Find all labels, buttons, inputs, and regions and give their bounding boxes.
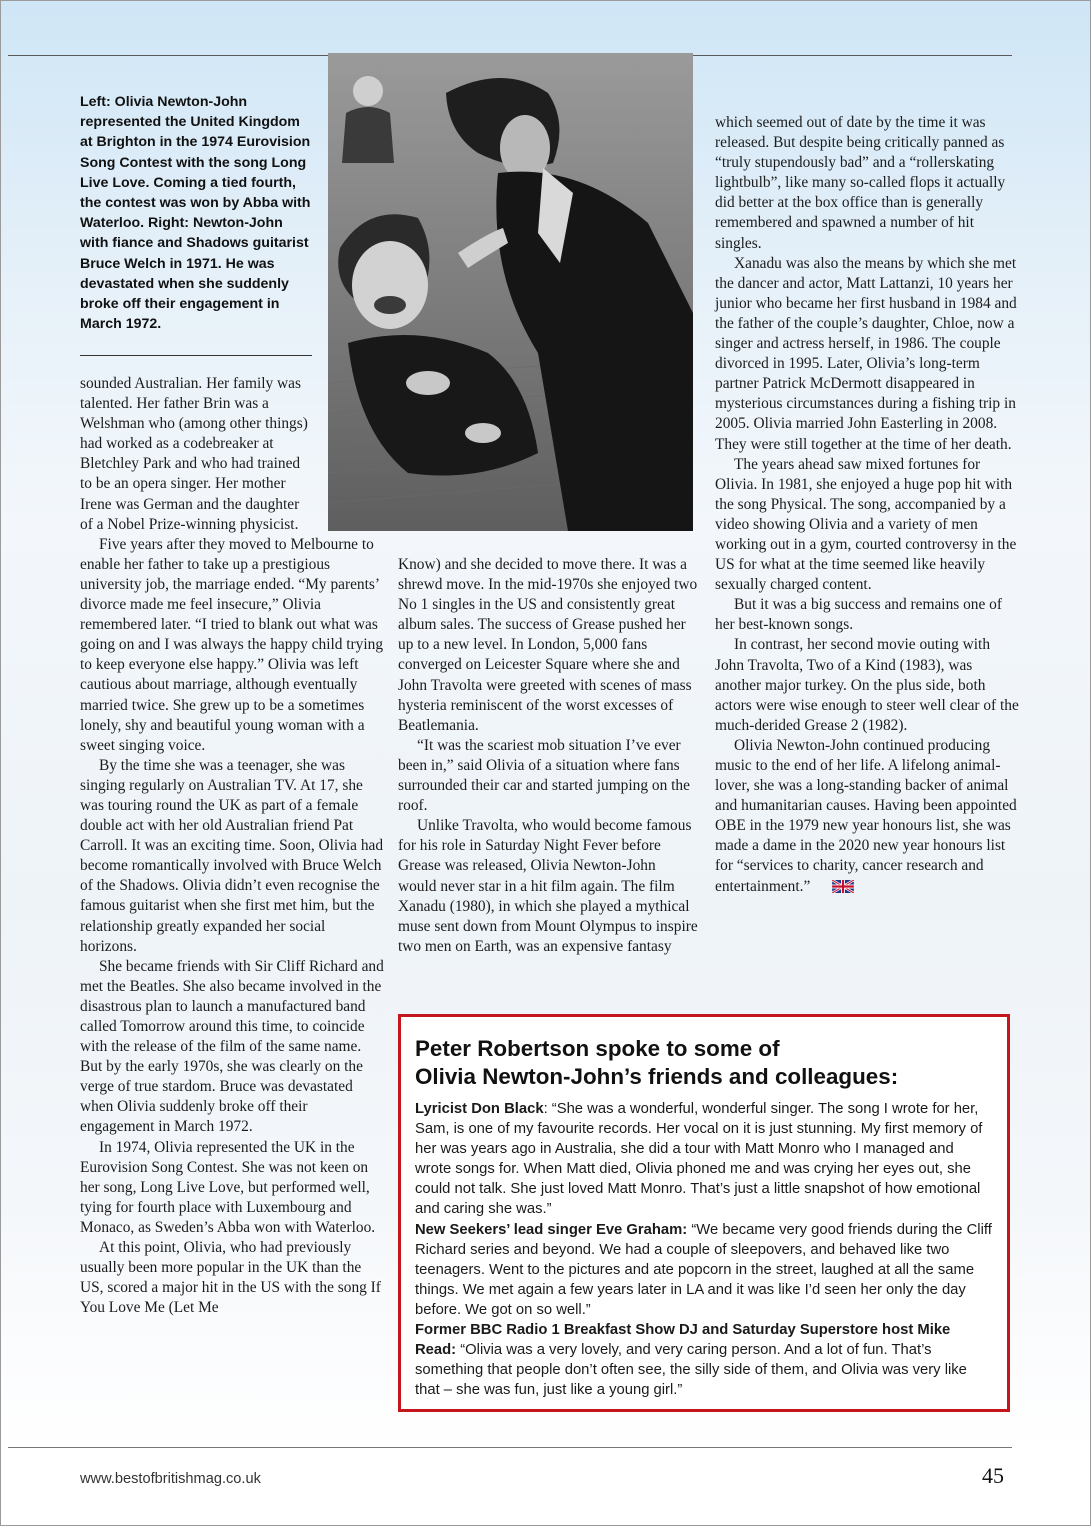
article-column-1 [80,374,385,1318]
quote-text: : “She was a wonderful, wonderful singer. The song I wrote for her, Sam, is one of my favourite records. Her vocal on it is just stunning. My first memory of her was years ago in Australia, she did a tour with Matt Monro who I managed and wrote songs for. When Matt died, Olivia phoned me and was crying her eyes out, she could not talk. She just loved Matt Monro. That’s just a little snapshot of how emotional and caring she was.” [415,1101,983,1218]
paragraph: She became friends with Sir Cliff Richard and met the Beatles. She also became involved in the disastrous plan to launch a manufactured band called Tomorrow around this time, to coincide with the release of the film of the same name. But by the early 1970s, she was clearly on the verge of true stardom. Bruce was devastated when Olivia suddenly broke off their engagement in March 1972. [80,957,384,1136]
union-jack-flag-icon [813,879,854,899]
quote-speaker: Lyricist Don Black [415,1101,544,1117]
paragraph: But it was a big success and remains one of her best-known songs. [715,596,1002,634]
article-column-2 [398,555,698,957]
paragraph: “It was the scariest mob situation I’ve ever been in,” said Olivia of a situation where fans surrounded their car and started jumping on the roof. [398,736,690,815]
last-paragraph [715,736,1020,899]
paragraph: In contrast, her second movie outing with John Travolta, Two of a Kind (1983), was another major turkey. On the plus side, both actors were wise enough to steer well clear of the much-derided Grease 2 (1982). [715,636,1019,734]
paragraph: which seemed out of date by the time it was released. But despite being critically panned as “truly stupendously bad” and a “rollerskating lightbulb”, like many so-called flops it actually did better at the box office than is generally remembered and spawned a number of hit singles. [715,114,1006,252]
paragraph: Xanadu was also the means by which she met the dancer and actor, Matt Lattanzi, 10 years her junior who became her first husband in 1984 and the father of the couple’s daughter, Chloe, now a singer and actress herself, in 1986. The couple divorced in 1995. Later, Olivia’s long-term partner Patrick McDermott disappeared in mysterious circumstances during a fishing trip in 2005. Olivia married John Easterling in 2008. They were still together at the time of her death. [715,254,1017,453]
photo-caption: Left: Olivia Newton-John represented the United Kingdom at Brighton in the 1974 Eurovision Song Contest with the song Long Live Love. Coming a tied fourth, the contest was won by Abba with Waterloo. Right: Newton-John with fiance and Shadows guitarist Bruce Welch in 1971. He was devastated when she suddenly broke off their engagement in March 1972. [80,94,311,333]
quote-text: “Olivia was a very lovely, and very caring person. And a lot of fun. That’s something that people don’t often see, the silly side of them, and Olivia was very like that – she was fun, just like a young girl.” [415,1342,967,1399]
article-column-3 [715,113,1020,899]
paragraph: Five years after they moved to Melbourne to enable her father to take up a prestigious university job, the marriage ended. “My parents’ divorce made me feel insecure,” Olivia remembered later. “I tried to blank out what was going on and I was always the happy child trying to keep everyone else happy.” Olivia was left cautious about marriage, although eventually married twice. She grew up to be a sometimes lonely, shy and beautiful young woman with a sweet singing voice. [80,535,384,754]
quote-speaker: Former BBC Radio 1 Breakfast Show DJ and Saturday Superstore host Mike Read: [415,1322,951,1359]
quote-item [415,1220,993,1320]
bottom-rule [8,1447,1012,1448]
caption-rule [80,355,312,356]
paragraph: Know) and she decided to move there. It was a shrewd move. In the mid-1970s she enjoyed two No 1 singles in the US and consistently great album sales. The success of Grease pushed her up to a new level. In London, 5,000 fans converged on Leicester Square where she and John Travolta were greeted with scenes of mass hysteria reminiscent of the worst excesses of Beatlemania. [398,556,698,734]
sidebar-title-line-2: Olivia Newton-John’s friends and colleagues: [415,1064,899,1089]
paragraph: By the time she was a teenager, she was singing regularly on Australian TV. At 17, she was touring round the UK as part of a female double act with her old Australian friend Pat Carroll. It was an exciting time. Soon, Olivia had become romantically involved with Bruce Welch of the Shadows. Olivia didn’t even recognise the famous guitarist when she first met him, but the relationship greatly expanded her social horizons. [80,756,384,955]
paragraph: Unlike Travolta, who would become famous for his role in Saturday Night Fever before Grease was released, Olivia Newton-John would never star in a hit film again. The film Xanadu (1980), in which she played a mythical muse sent down from Mount Olympus to inspire two men on Earth, was an expensive fantasy [398,817,698,955]
sidebar-title-line-1: Peter Robertson spoke to some of [415,1036,780,1061]
sidebar-title [415,1035,993,1091]
quote-text: “We became very good friends during the Cliff Richard series and beyond. We had a couple of sleepovers, and behaved like two teenagers. Went to the pictures and ate popcorn in the street, laughed at all the same things. We met again a few years later in LA and it was like I’d seen her only the day before. We got on so well.” [415,1221,992,1318]
quotes-sidebar [398,1014,1010,1412]
page-number: 45 [982,1463,1004,1488]
paragraph: The years ahead saw mixed fortunes for Olivia. In 1981, she enjoyed a huge pop hit with the song Physical. The song, accompanied by a video showing Olivia and a variety of men working out in a gym, courted controversy in the US for what at the time seemed like heavily sexually charged content. [715,455,1017,594]
quote-item [415,1099,993,1220]
paragraph: sounded Australian. Her family was talented. Her father Brin was a Welshman who (among other things) had worked as a codebreaker at Bletchley Park and who had trained to be an opera singer. Her mother Irene was German and the daughter of a Nobel Prize-winning physicist. [80,375,308,533]
paragraph-text: Olivia Newton-John continued producing music to the end of her life. A lifelong animal-lover, she was a long-standing backer of animal and humanitarian causes. Having been appointed OBE in the 1979 new year honours list, she was made a dame in the 2020 new year honours list for “services to charity, cancer research and entertainment.” [715,736,1017,895]
quote-speaker: New Seekers’ lead singer Eve Graham: [415,1221,688,1238]
footer-url[interactable]: www.bestofbritishmag.co.uk [80,1471,261,1487]
quote-item [415,1320,993,1400]
paragraph: In 1974, Olivia represented the UK in the Eurovision Song Contest. She was not keen on her song, Long Live Love, but performed well, tying for fourth place with Luxembourg and Monaco, as Sweden’s Abba won with Waterloo. [80,1138,376,1236]
paragraph: At this point, Olivia, who had previously usually been more popular in the UK than the US, scored a major hit in the US with the song If You Love Me (Let Me [80,1239,381,1317]
